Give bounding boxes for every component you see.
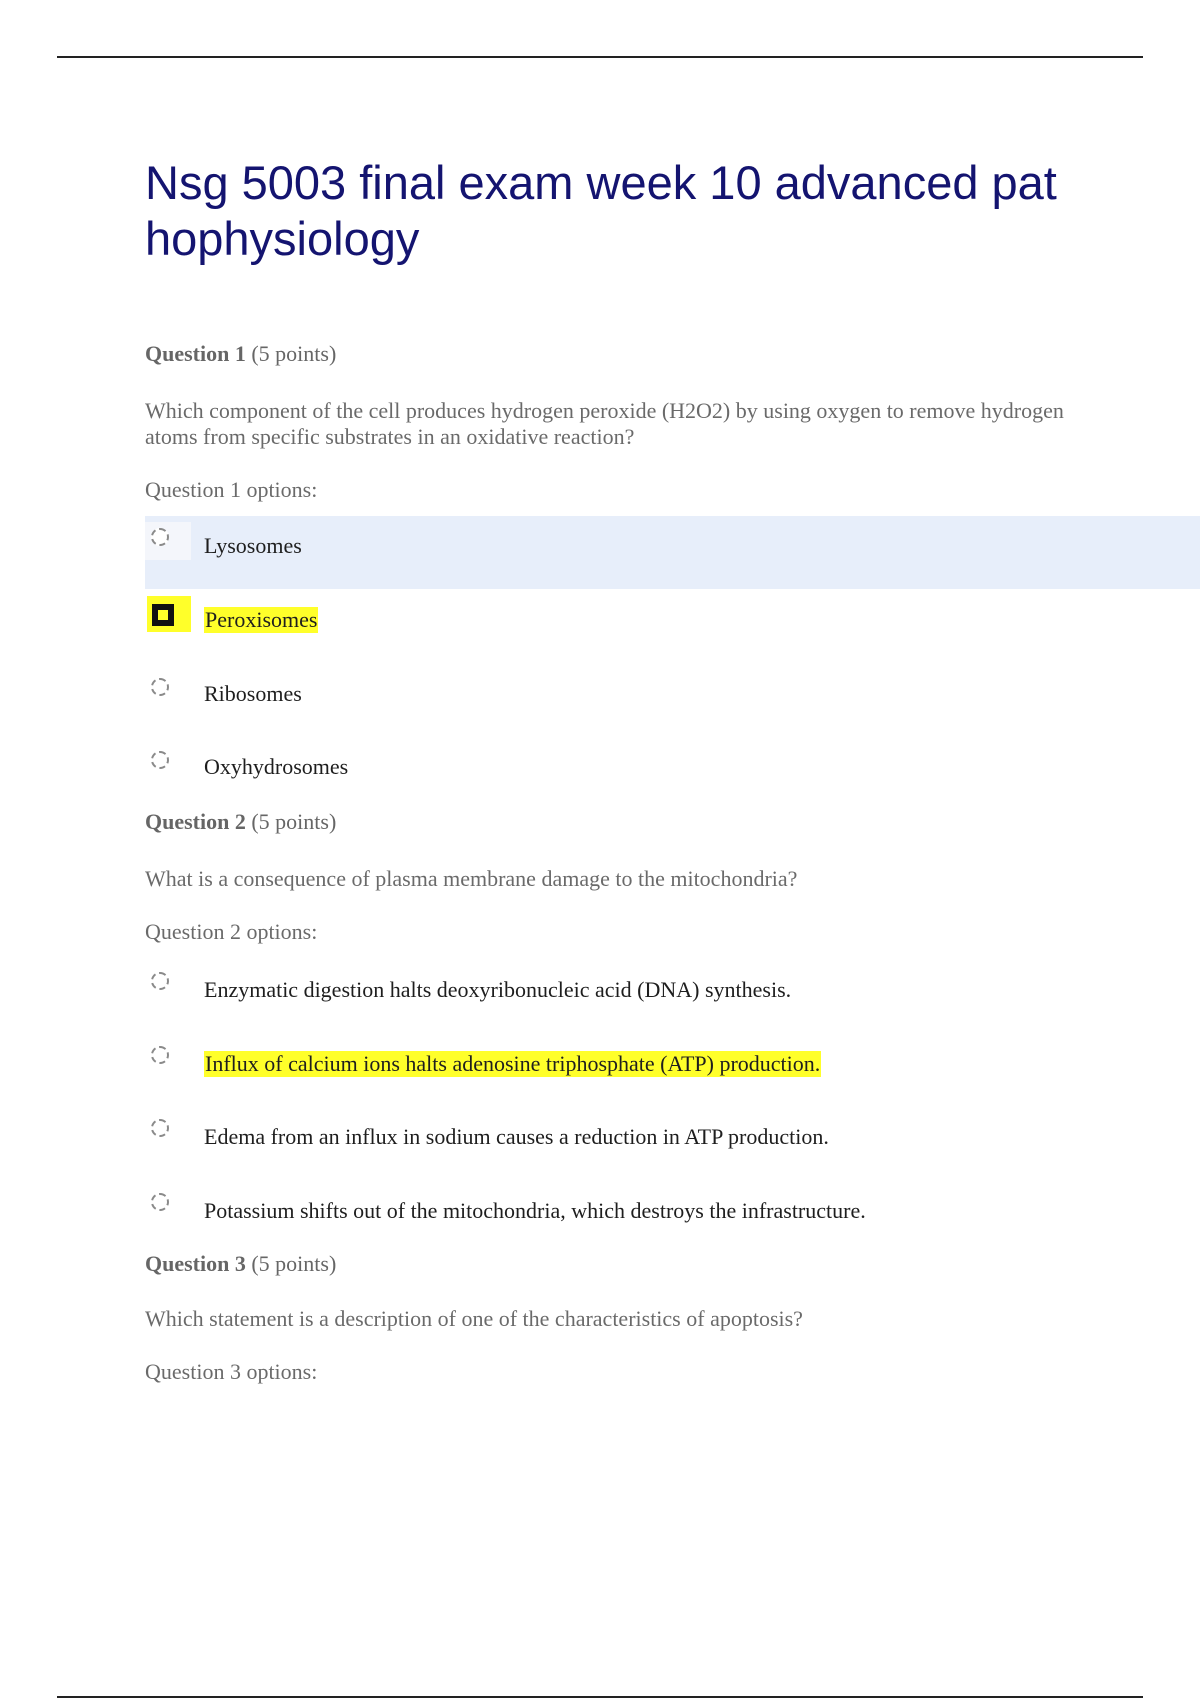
radio-button-icon[interactable] — [151, 751, 169, 769]
q2-option-4-label: Potassium shifts out of the mitochondria, which destroys the infrastructure. — [204, 1198, 866, 1223]
question-2-options-label: Question 2 options: — [145, 919, 318, 944]
radio-button-icon[interactable] — [151, 972, 169, 990]
q1-option-1-label: Lysosomes — [204, 533, 302, 558]
top-rule — [57, 56, 1143, 58]
question-3-heading — [145, 1251, 336, 1277]
radio-button-icon[interactable] — [151, 678, 169, 696]
question-3-options-label: Question 3 options: — [145, 1359, 318, 1384]
q1-option-2-label: Peroxisomes — [205, 607, 318, 632]
question-1-text: Which component of the cell produces hydrogen peroxide (H2O2) by using oxygen to remove hydrogen atoms from specific substrates in an oxidative reaction? — [145, 398, 1064, 449]
question-2-label: Question 2 — [145, 809, 246, 834]
question-2-text: What is a consequence of plasma membrane damage to the mitochondria? — [145, 866, 798, 891]
bottom-rule — [57, 1696, 1143, 1698]
question-2-points: (5 points) — [251, 809, 337, 834]
q1-option-3-label: Ribosomes — [204, 681, 302, 706]
question-1-heading — [145, 341, 336, 367]
option-hover-band — [145, 516, 1200, 589]
radio-button-icon[interactable] — [151, 1193, 169, 1211]
question-1-label: Question 1 — [145, 341, 246, 366]
q2-option-2-label: Influx of calcium ions halts adenosine triphosphate (ATP) production. — [205, 1051, 821, 1076]
radio-button-icon[interactable] — [151, 1119, 169, 1137]
radio-selected-icon[interactable] — [152, 604, 174, 626]
q2-option-1-label: Enzymatic digestion halts deoxyribonucleic acid (DNA) synthesis. — [204, 977, 792, 1002]
question-3-label: Question 3 — [145, 1251, 246, 1276]
question-3-points: (5 points) — [251, 1251, 337, 1276]
radio-button-icon[interactable] — [151, 528, 169, 546]
question-2-heading — [145, 809, 336, 835]
question-1-points: (5 points) — [251, 341, 337, 366]
q1-option-4-label: Oxyhydrosomes — [204, 754, 349, 779]
question-3-text: Which statement is a description of one of the characteristics of apoptosis? — [145, 1306, 803, 1331]
radio-button-icon[interactable] — [151, 1046, 169, 1064]
q2-option-3-label: Edema from an influx in sodium causes a reduction in ATP production. — [204, 1124, 829, 1149]
question-1-options-label: Question 1 options: — [145, 477, 318, 502]
page-title: Nsg 5003 final exam week 10 advanced pat hophysiology — [145, 156, 1057, 265]
